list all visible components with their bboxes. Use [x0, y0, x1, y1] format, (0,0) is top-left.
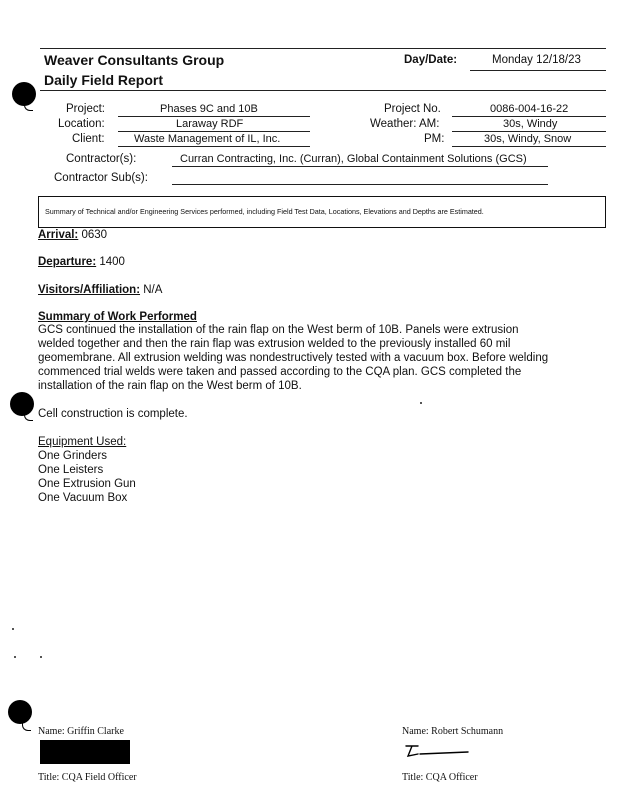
contractors-value: Curran Contracting, Inc. (Curran), Global Containment Solutions (GCS)	[180, 153, 527, 165]
hole-punch-middle-mark	[24, 412, 33, 421]
hole-punch-top-mark	[24, 102, 33, 111]
project-no-underline	[452, 116, 606, 117]
handwritten-signature	[402, 740, 472, 764]
hole-punch-bottom-mark	[22, 722, 31, 731]
arrival-label: Arrival:	[38, 229, 79, 241]
redacted-signature	[40, 740, 130, 764]
weather-pm-label: PM:	[424, 133, 445, 145]
weather-am-value: 30s, Windy	[503, 118, 558, 130]
scan-speck	[12, 628, 14, 630]
scan-speck	[420, 402, 422, 404]
project-value: Phases 9C and 10B	[160, 103, 258, 115]
left-signer-title: Title: CQA Field Officer	[38, 772, 137, 783]
equipment-item: One Vacuum Box	[38, 492, 128, 504]
right-signer-title: Title: CQA Officer	[402, 772, 478, 783]
summary-services-caption: Summary of Technical and/or Engineering Services performed, including Field Test Data, Locations, Elevations and Depths are Estimated.	[45, 207, 484, 216]
summary-work-line-1: GCS continued the installation of the rain flap on the West berm of 10B. Panels were extrusion	[38, 324, 519, 336]
departure-value: 1400	[99, 256, 125, 268]
equipment-item: One Leisters	[38, 464, 104, 476]
client-underline	[118, 146, 310, 147]
visitors-label: Visitors/Affiliation:	[38, 284, 141, 296]
arrival-value: 0630	[81, 229, 108, 241]
summary-work-note: Cell construction is complete.	[38, 408, 188, 420]
left-signer-name: Name: Griffin Clarke	[38, 726, 124, 737]
client-value: Waste Management of IL, Inc.	[134, 133, 281, 145]
contractor-subs-label: Contractor Sub(s):	[54, 172, 148, 184]
report-title: Daily Field Report	[44, 72, 164, 88]
arrival-row	[38, 229, 107, 241]
daydate-label: Day/Date:	[404, 54, 458, 66]
header-top-rule	[40, 48, 606, 49]
daydate-underline	[470, 70, 606, 71]
location-underline	[118, 131, 310, 132]
equipment-item: One Grinders	[38, 450, 108, 462]
equipment-item: One Extrusion Gun	[38, 478, 136, 490]
visitors-row	[38, 284, 162, 296]
summary-work-line-4: commenced trial welds were taken and passed according to the CQA plan. GCS completed the	[38, 366, 522, 378]
location-value: Laraway RDF	[176, 118, 244, 130]
project-no-label: Project No.	[384, 103, 441, 115]
contractors-label: Contractor(s):	[66, 153, 137, 165]
contractor-subs-underline	[172, 184, 548, 185]
company-name: Weaver Consultants Group	[44, 52, 225, 68]
weather-am-underline	[452, 131, 606, 132]
weather-pm-value: 30s, Windy, Snow	[484, 133, 572, 145]
departure-label: Departure:	[38, 256, 97, 268]
scan-speck	[40, 656, 42, 658]
summary-services-box	[38, 196, 606, 228]
header-bottom-rule	[40, 90, 606, 91]
summary-work-line-2: welded together and then the rain flap was extrusion welded to the previously installed 60 mil	[38, 338, 511, 350]
contractors-underline	[172, 166, 548, 167]
daydate-value: Monday 12/18/23	[492, 54, 581, 66]
scan-speck	[14, 656, 16, 658]
location-label: Location:	[58, 118, 105, 130]
project-no-value: 0086-004-16-22	[490, 103, 569, 115]
project-underline	[118, 116, 310, 117]
right-signer-name: Name: Robert Schumann	[402, 726, 504, 737]
weather-am-label: Weather: AM:	[370, 118, 440, 130]
client-label: Client:	[72, 133, 105, 145]
summary-work-line-5: installation of the rain flap on the West berm of 10B.	[38, 380, 302, 392]
equipment-heading: Equipment Used:	[38, 436, 127, 448]
project-label: Project:	[66, 103, 105, 115]
visitors-value: N/A	[143, 284, 163, 296]
departure-row	[38, 256, 125, 268]
summary-work-line-3: geomembrane. All extrusion welding was nondestructively tested with a vacuum box. Before welding	[38, 352, 549, 364]
weather-pm-underline	[452, 146, 606, 147]
hole-punch-bottom	[8, 700, 32, 724]
summary-work-heading: Summary of Work Performed	[38, 311, 197, 323]
